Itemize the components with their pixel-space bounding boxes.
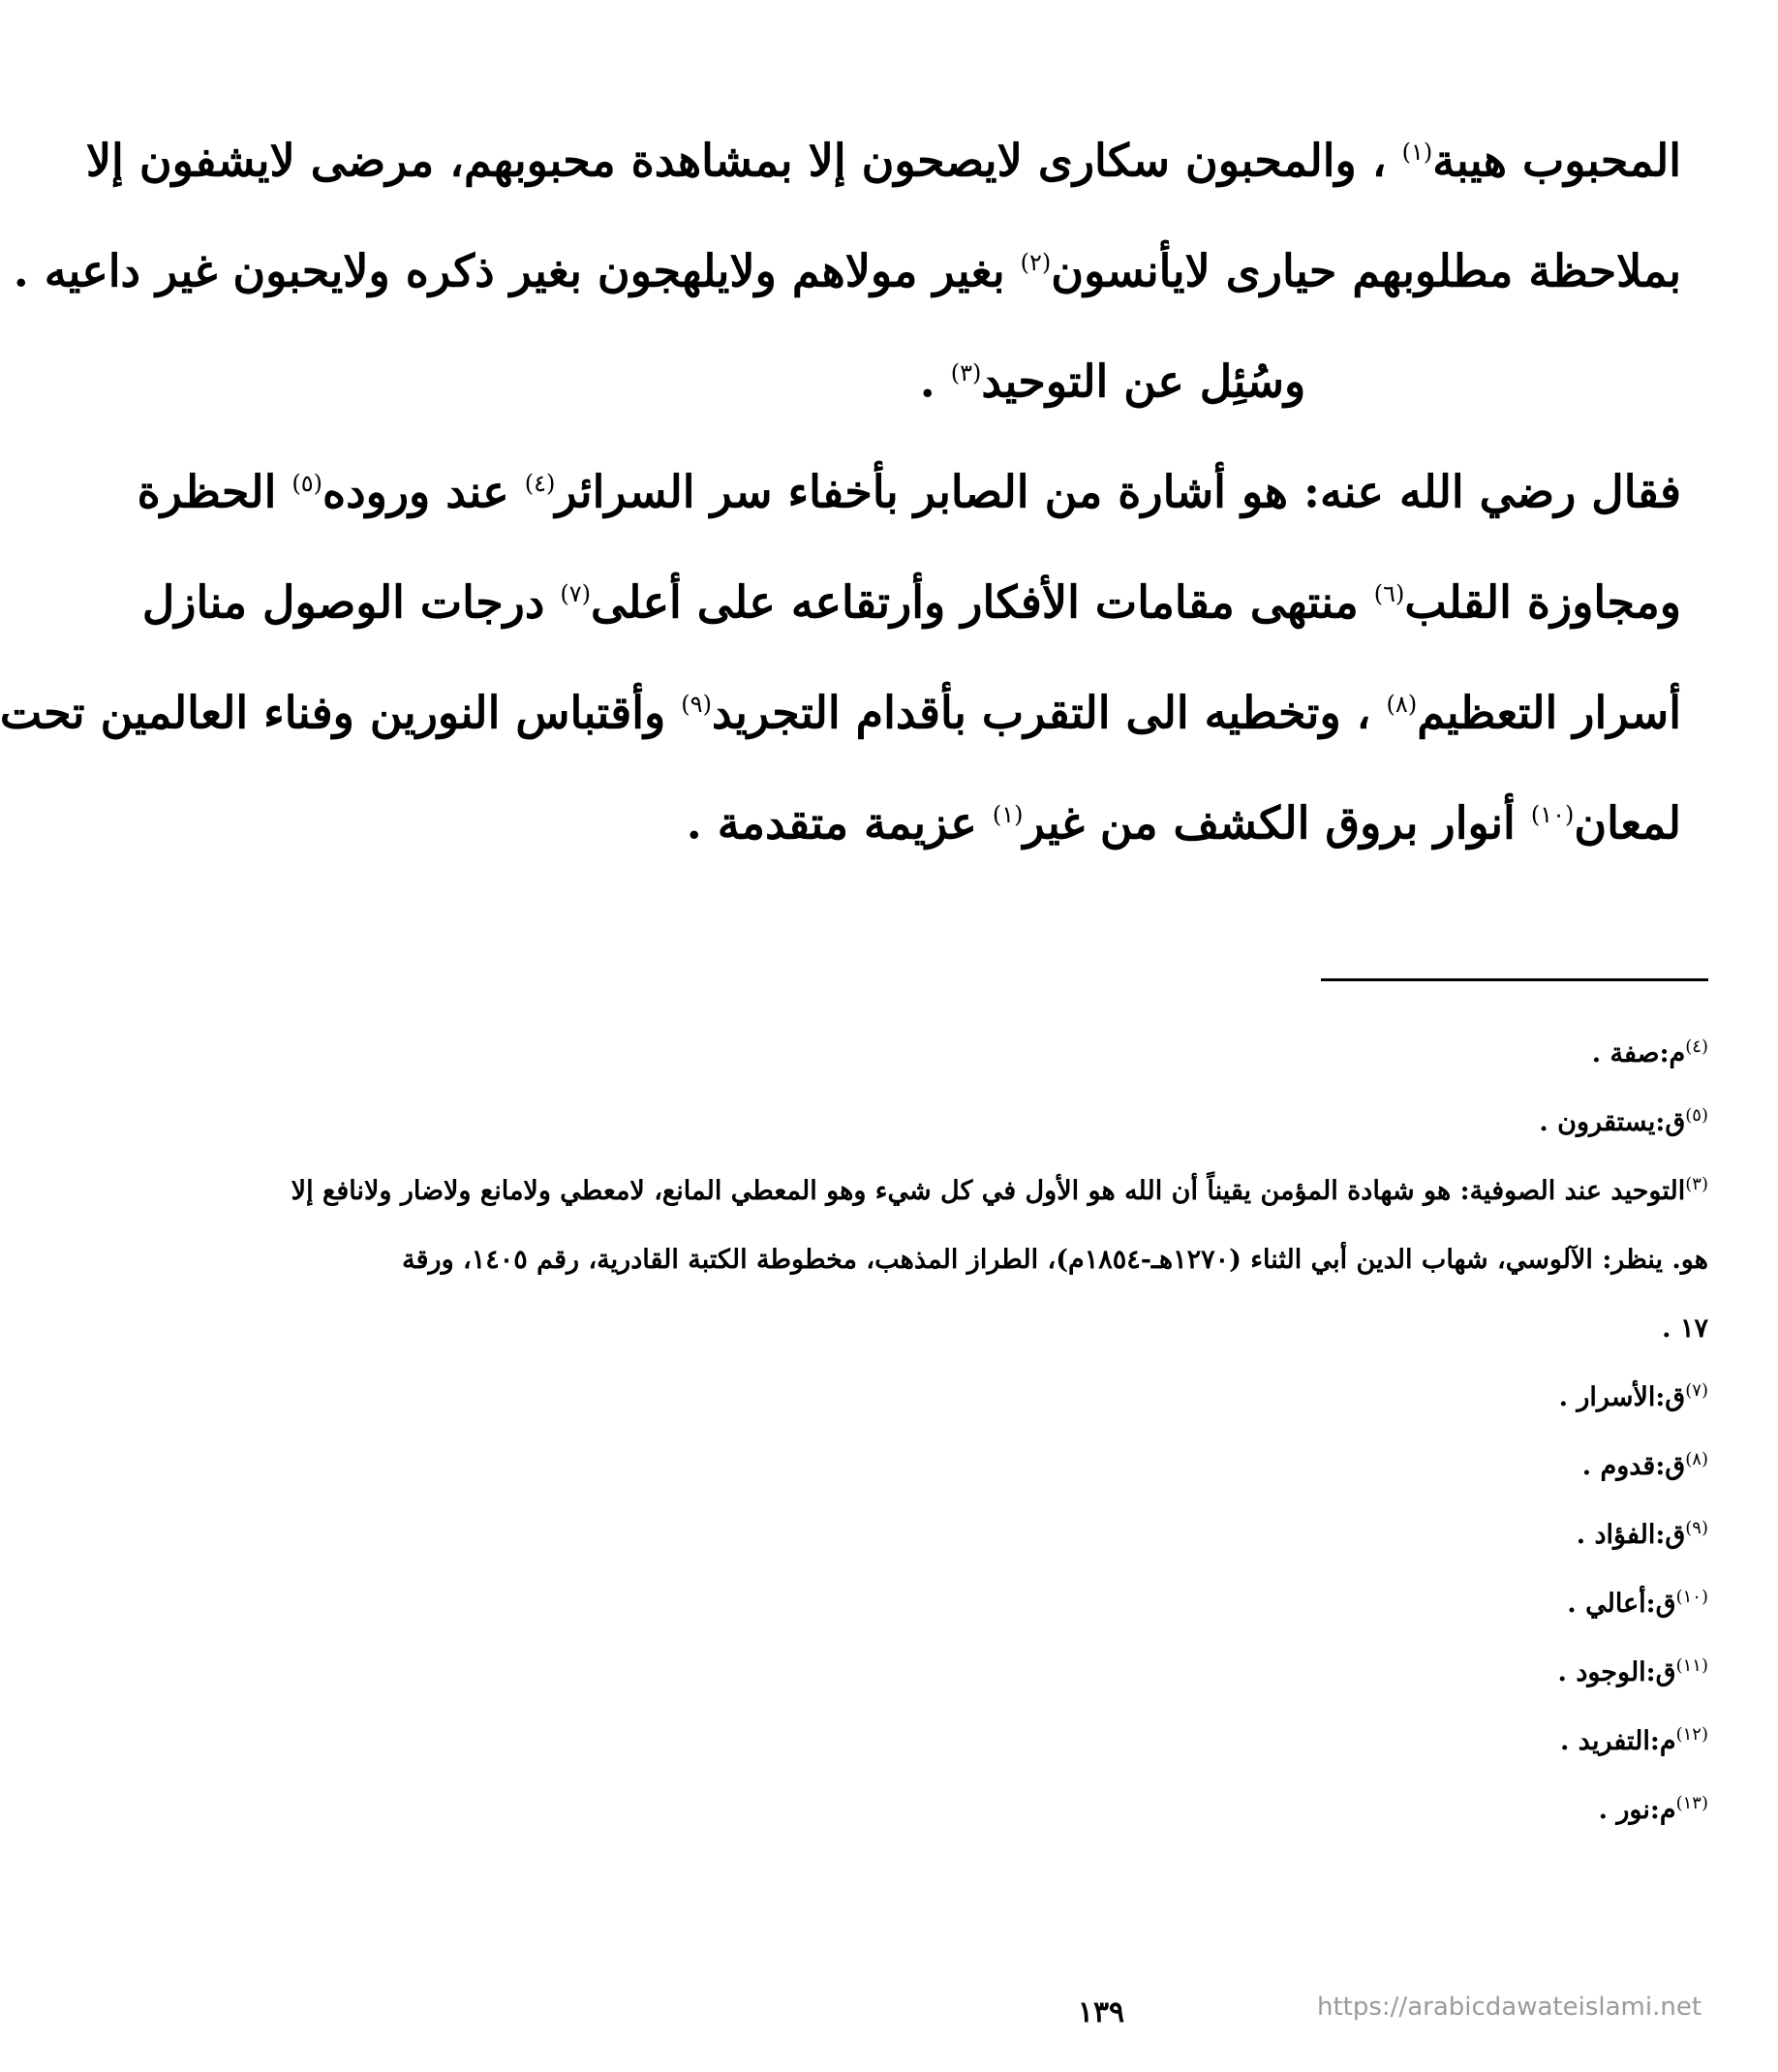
footnote: $^{(١٣)}$م:نور . <box>1598 1793 1708 1825</box>
footnote: $^{(١٠)}$ق:أعالي . <box>1567 1587 1708 1619</box>
text-line: ومجاوزة القلب$^{(٦)}$ منتهى مقامات الأفكار وأرتقاعه على أعلى$^{(٧)}$ درجات الوصول منازل <box>141 575 1681 629</box>
footnote: $^{(٤)}$م:صفة . <box>1591 1036 1708 1068</box>
text-line: بملاحظة مطلوبهم حيارى لايأنسون$^{(٢)}$ بغير مولاهم ولايلهجون بغير ذكره ولايحبون غير داعيه . <box>13 244 1681 297</box>
text-line: فقال رضي الله عنه: هو أشارة من الصابر بأخفاء سر السرائر$^{(٤)}$ عند وروده$^{(٥)}$ الحظرة <box>137 465 1681 518</box>
text-line: أسرار التعظيم$^{(٨)}$ ، وتخطيه الى التقرب بأقدام التجريد$^{(٩)}$ وأقتباس النورين وفناء العالمين تحت <box>0 686 1681 739</box>
footnote-continuation: ١٧ . <box>1662 1314 1708 1344</box>
footnote-marker: (٣) <box>950 359 982 387</box>
footnote-marker: (٦) <box>1373 580 1405 607</box>
footnote-marker: (٧) <box>560 580 591 607</box>
footnote-marker: (٩) <box>681 691 712 718</box>
footnote-marker: (٨) <box>1386 691 1418 718</box>
footnote-marker: (٥) <box>291 470 323 497</box>
footnote: $^{(٧)}$ق:الأسرار . <box>1558 1380 1708 1412</box>
footnote: $^{(١٢)}$م:التفريد . <box>1559 1724 1708 1756</box>
footnote: $^{(٥)}$ق:يستقرون . <box>1539 1105 1708 1137</box>
text-line: المحبوب هيبة$^{(١)}$ ، والمحبون سكارى لايصحون إلا بمشاهدة محبوبهم، مرضى لايشفون إلا <box>85 134 1681 187</box>
footnote: $^{(٣)}$التوحيد عند الصوفية: هو شهادة المؤمن يقيناً أن الله هو الأول في كل شيء وهو المعطي المانع، لامعطي ولامانع ولاضار ولانافع إلا <box>291 1174 1708 1206</box>
footnote-marker: (١) <box>1401 139 1433 166</box>
footnote-marker: (١٠) <box>1530 801 1575 828</box>
footnote-marker: (٢) <box>1020 249 1052 276</box>
footnote: $^{(٩)}$ق:الفؤاد . <box>1576 1518 1708 1550</box>
text-line: لمعان$^{(١٠)}$ أنوار بروق الكشف من غير$^{(١)}$ عزيمة متقدمة . <box>686 796 1681 850</box>
main-text <box>0 97 1681 870</box>
footnote: $^{(١١)}$ق:الوجود . <box>1557 1655 1708 1687</box>
footnotes <box>291 1012 1708 1838</box>
footnote-separator <box>1321 978 1708 981</box>
watermark-url: https://arabicdawateislami.net <box>1317 1993 1702 2022</box>
footnote-continuation: هو. ينظر: الآلوسي، شهاب الدين أبي الثناء (١٢٧٠هـ-١٨٥٤م)، الطراز المذهب، مخطوطة الكتبة القادرية، رقم ١٤٠٥، ورقة <box>402 1245 1708 1275</box>
footnote-marker: (١) <box>992 801 1024 828</box>
text-line: وسُئِل عن التوحيد$^{(٣)}$ . <box>919 355 1306 408</box>
page-number: ١٣٩ <box>1077 1995 1125 2029</box>
footnote: $^{(٨)}$ق:قدوم . <box>1581 1449 1708 1481</box>
footnote-marker: (٤) <box>524 470 556 497</box>
